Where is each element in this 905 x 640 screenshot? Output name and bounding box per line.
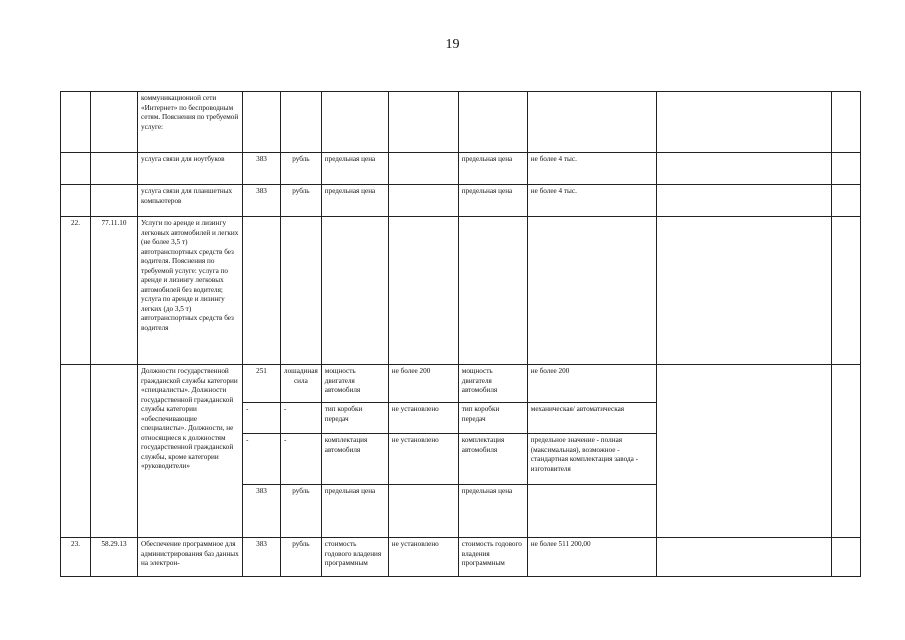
table-row: [61, 217, 861, 365]
cell-value2: [527, 217, 656, 365]
cell-char: мощность двигателя автомобиля: [321, 365, 388, 403]
cell-code: -: [243, 434, 281, 485]
cell-char: предельная цена: [321, 485, 388, 538]
cell-num: [61, 153, 91, 185]
cell-empty: [831, 92, 860, 153]
cell-code: -: [243, 403, 281, 434]
cell-unit: лошадиная сила: [281, 365, 322, 403]
table-row: [61, 92, 861, 153]
cell-empty: [656, 153, 831, 185]
cell-unit: рубль: [281, 185, 322, 217]
cell-value: [388, 92, 458, 153]
cell-num: [61, 185, 91, 217]
cell-num: [61, 92, 91, 153]
cell-empty: [831, 217, 860, 365]
cell-char2: предельная цена: [458, 153, 527, 185]
cell-value2: не более 200: [527, 365, 656, 403]
cell-char2: [458, 92, 527, 153]
cell-okpd: [91, 365, 138, 538]
cell-value2: механическая/ автоматическая: [527, 403, 656, 434]
cell-code: 383: [243, 485, 281, 538]
cell-empty: [831, 185, 860, 217]
cell-char2: предельная цена: [458, 485, 527, 538]
cell-unit: -: [281, 434, 322, 485]
cell-empty: [656, 185, 831, 217]
cell-char2: [458, 217, 527, 365]
cell-name: коммуникационной сети «Интернет» по беспроводным сетям. Пояснения по требуемой услуге:: [138, 92, 243, 153]
cell-unit: рубль: [281, 485, 322, 538]
cell-value2: не более 511 200,00: [527, 538, 656, 577]
cell-okpd: [91, 153, 138, 185]
cell-value: [388, 153, 458, 185]
cell-value2: не более 4 тыс.: [527, 153, 656, 185]
cell-okpd: 58.29.13: [91, 538, 138, 577]
cell-empty: [656, 365, 831, 538]
cell-unit: [281, 92, 322, 153]
cell-value2: предельное значение - полная (максимальная), возможное - стандартная комплектация завода - изготовителя: [527, 434, 656, 485]
table-row: [61, 538, 861, 577]
cell-unit: -: [281, 403, 322, 434]
table-row: [61, 365, 861, 403]
cell-unit: [281, 217, 322, 365]
cell-unit: рубль: [281, 538, 322, 577]
cell-char2: предельная цена: [458, 185, 527, 217]
requirements-table: [60, 91, 861, 577]
cell-char: комплектация автомобиля: [321, 434, 388, 485]
cell-code: 251: [243, 365, 281, 403]
cell-name: Обеспечение программное для администрирования баз данных на электрон-: [138, 538, 243, 577]
table-row: [61, 153, 861, 185]
cell-name: услуга связи для планшетных компьютеров: [138, 185, 243, 217]
cell-char2: стоимость годового владения программным: [458, 538, 527, 577]
cell-empty: [831, 365, 860, 538]
cell-value: не установлено: [388, 403, 458, 434]
cell-char: [321, 92, 388, 153]
cell-char: предельная цена: [321, 185, 388, 217]
cell-value2: не более 4 тыс.: [527, 185, 656, 217]
cell-num: 23.: [61, 538, 91, 577]
cell-code: 383: [243, 185, 281, 217]
cell-okpd: [91, 185, 138, 217]
cell-code: [243, 217, 281, 365]
cell-name: услуга связи для ноутбуков: [138, 153, 243, 185]
cell-name: Должности государственной гражданской службы категории «специалисты». Должности государственной гражданской службы категории «обеспечивающие специалисты». Должности, не относящиеся к должностям государственной гражданской службы, кроме категории «руководители»: [138, 365, 243, 538]
cell-value: [388, 217, 458, 365]
page-number: 19: [445, 37, 460, 52]
cell-value: не более 200: [388, 365, 458, 403]
cell-num: [61, 365, 91, 538]
cell-char2: тип коробки передач: [458, 403, 527, 434]
cell-value: не установлено: [388, 434, 458, 485]
cell-char2: комплектация автомобиля: [458, 434, 527, 485]
cell-char: стоимость годового владения программным: [321, 538, 388, 577]
cell-value: не установлено: [388, 538, 458, 577]
cell-okpd: 77.11.10: [91, 217, 138, 365]
cell-char: [321, 217, 388, 365]
cell-code: 383: [243, 153, 281, 185]
cell-value2: [527, 92, 656, 153]
cell-value: [388, 185, 458, 217]
cell-okpd: [91, 92, 138, 153]
cell-code: 383: [243, 538, 281, 577]
cell-empty: [831, 153, 860, 185]
cell-char2: мощность двигателя автомобиля: [458, 365, 527, 403]
cell-empty: [831, 538, 860, 577]
cell-unit: рубль: [281, 153, 322, 185]
cell-empty: [656, 538, 831, 577]
cell-value2: [527, 485, 656, 538]
cell-empty: [656, 92, 831, 153]
cell-name: Услуги по аренде и лизингу легковых автомобилей и легких (не более 3,5 т) автотранспортных средств без водителя. Пояснения по требуемой услуге: услуга по аренде и лизингу легковых автомобилей без водителя; услуга по аренде и лизингу легких (до 3,5 т) автотранспортных средств без водителя: [138, 217, 243, 365]
cell-empty: [656, 217, 831, 365]
cell-num: 22.: [61, 217, 91, 365]
cell-value: [388, 485, 458, 538]
cell-char: тип коробки передач: [321, 403, 388, 434]
cell-code: [243, 92, 281, 153]
cell-char: предельная цена: [321, 153, 388, 185]
table-row: [61, 185, 861, 217]
